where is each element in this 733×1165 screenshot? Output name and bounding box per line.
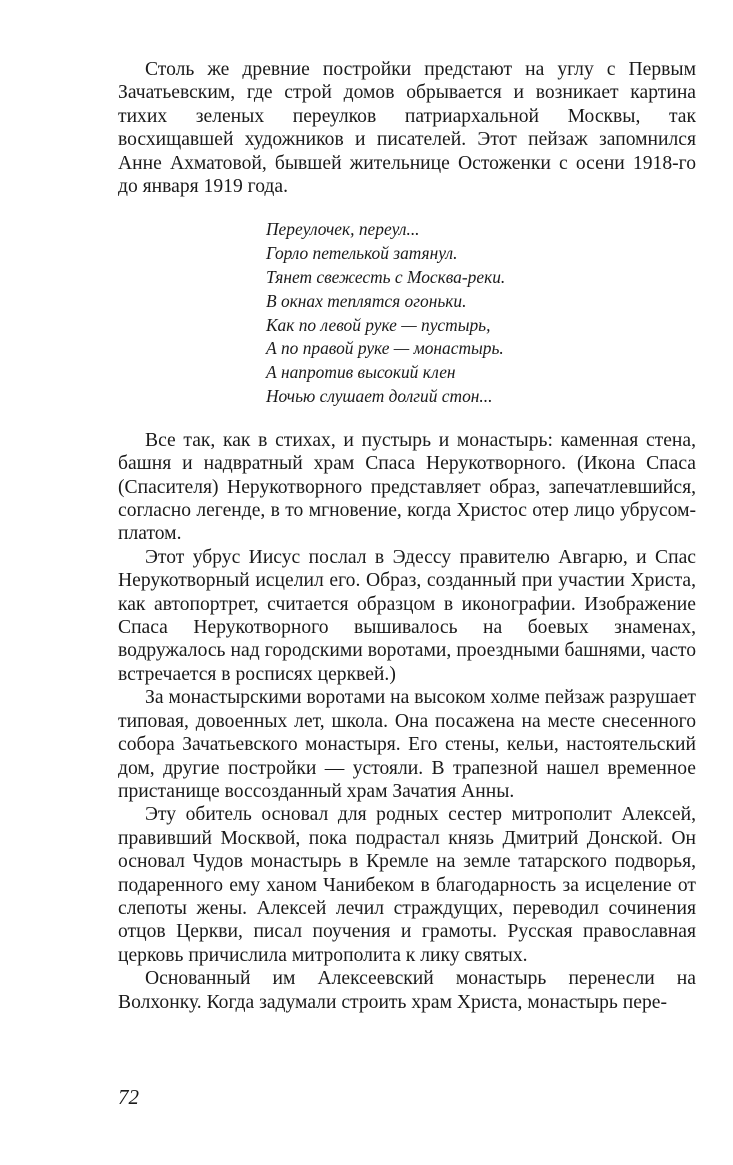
page-number: 72 — [118, 1085, 139, 1109]
intro-paragraph: Столь же древние постройки предстают на углу с Первым Зачатьевским, где строй домов обрывается и возникает картина тихих зеленых переулков патриархальной Москвы, так восхищавшей художников и писателей. Этот пейзаж запомнился Анне Ахматовой, бывшей жительнице Остоженки с осени 1918-го до января 1919 года. — [118, 59, 696, 198]
poem-line: Горло петелькой затянул. — [266, 243, 458, 264]
page-body — [118, 58, 696, 1014]
body-paragraph: Этот убрус Иисус послал в Эдессу правителю Авгарю, и Спас Нерукотворный исцелил его. Образ, созданный при участии Христа, как автопортрет, считается образцом в иконографии. Изображение Спаса Нерукотворного вышивалось на боевых знаменах, водружалось над городскими воротами, проездными башнями, часто встречается в росписях церквей.) — [118, 546, 696, 685]
poem-line: Как по левой руке — пустырь, — [266, 314, 491, 335]
body-paragraph: Все так, как в стихах, и пустырь и монастырь: каменная стена, башня и надвратный храм Спаса Нерукотворного. (Икона Спаса (Спасителя) Нерукотворного представляет образ, запечатлевшийся, согласно легенде, в то мгновение, когда Христос отер лицо убрусом-платом. — [118, 429, 696, 545]
poem-line: В окнах теплятся огоньки. — [266, 290, 467, 311]
poem — [266, 218, 696, 408]
poem-line: Тянет свежесть с Москва-реки. — [266, 267, 506, 288]
body-paragraph: За монастырскими воротами на высоком холме пейзаж разрушает типовая, довоенных лет, школа. Она посажена на месте снесенного собора Зачатьевского монастыря. Его стены, кельи, настоятельский дом, другие постройки — устояли. В трапезной нашел временное пристанище воссозданный храм Зачатия Анны. — [118, 687, 696, 802]
body-paragraph: Эту обитель основал для родных сестер митрополит Алексей, правивший Москвой, пока подрастал князь Дмитрий Донской. Он основал Чудов монастырь в Кремле на земле татарского подворья, подаренного ему ханом Чанибеком в благодарность за исцеление от слепоты жены. Алексей лечил страждущих, переводил сочинения отцов Церкви, писал поучения и грамоты. Русская православная церковь причислила митрополита к лику святых. — [118, 804, 696, 966]
poem-line: А напротив высокий клен — [266, 362, 456, 383]
poem-line: Ночью слушает долгий стон... — [266, 386, 493, 407]
poem-line: Переулочек, переул... — [266, 219, 420, 240]
body-paragraph: Основанный им Алексеевский монастырь перенесли на Волхонку. Когда задумали строить храм Христа, монастырь пере- — [118, 968, 696, 1013]
poem-line: А по правой руке — монастырь. — [266, 338, 504, 359]
